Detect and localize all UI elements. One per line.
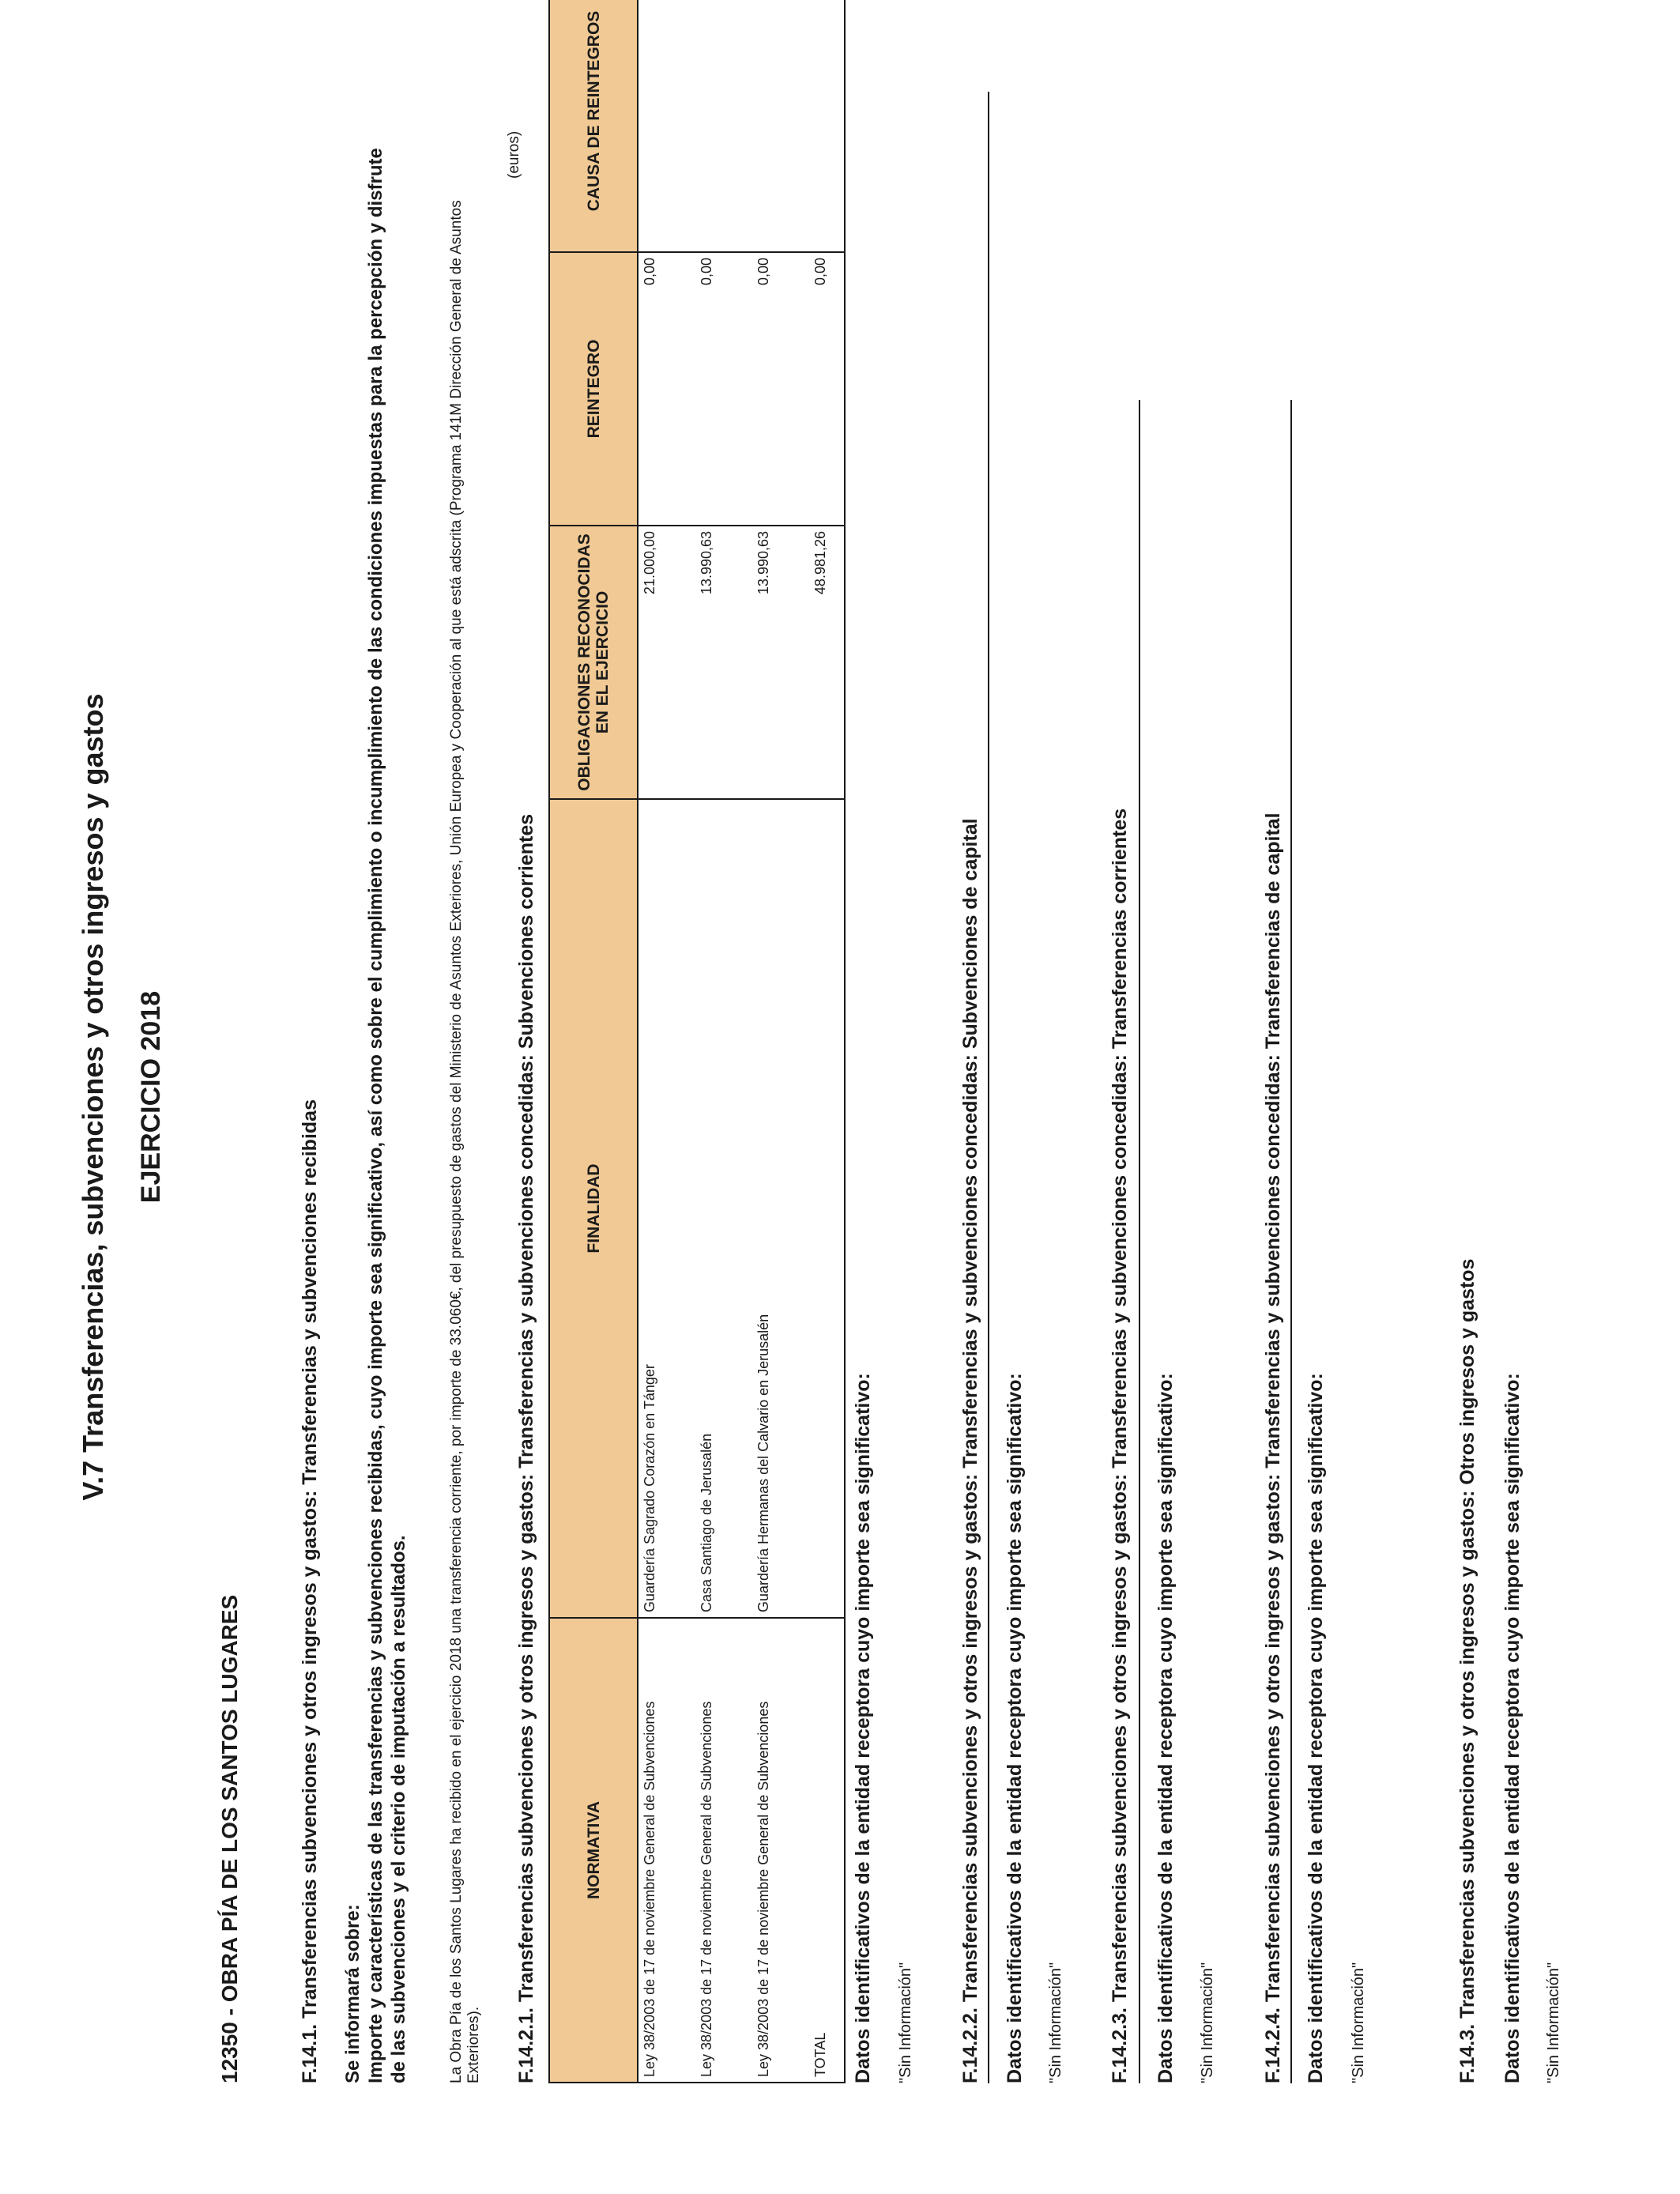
cell-normativa: Ley 38/2003 de 17 de noviembre General de Subvenciones — [638, 1618, 695, 2083]
cell-total-label: TOTAL — [809, 1618, 845, 2083]
cell-finalidad: Guardería Hermanas del Calvario en Jerusalén — [752, 799, 809, 1618]
cell-finalidad: Casa Santiago de Jerusalén — [695, 799, 752, 1618]
cell-obligaciones: 13.990,63 — [695, 526, 752, 799]
section-heading-f143: F.14.3. Transferencias subvenciones y otros ingresos y gastos: Otros ingresos y gastos — [1456, 1258, 1478, 2083]
column-header-causa: CAUSA DE REINTEGROS — [549, 0, 638, 252]
cell-normativa: Ley 38/2003 de 17 de noviembre General de Subvenciones — [695, 1618, 752, 2083]
cell-finalidad: Guardería Sagrado Corazón en Tánger — [638, 799, 695, 1618]
subsidies-table — [548, 0, 846, 2083]
unit-label: (euros) — [506, 130, 522, 179]
column-header-normativa: NORMATIVA — [549, 1618, 638, 2083]
table-row — [638, 0, 695, 2083]
datos-label-f1422: Datos identificativos de la entidad receptora cuyo importe sea significativo: — [1004, 1373, 1026, 2083]
datos-label-f1424: Datos identificativos de la entidad receptora cuyo importe sea significativo: — [1305, 1373, 1327, 2083]
sin-info-f1422: "Sin Información" — [1047, 1962, 1064, 2083]
page-title: V.7 Transferencias, subvenciones y otros ingresos y gastos — [77, 693, 109, 1501]
sin-info-f1421: "Sin Información" — [897, 1962, 914, 2083]
table-total-row — [809, 0, 845, 2083]
cell-reintegro: 0,00 — [638, 252, 695, 526]
section-heading-f1422: F.14.2.2. Transferencias subvenciones y otros ingresos y gastos: Transferencias y subvenciones concedidas: Subvenciones de capital — [959, 818, 981, 2083]
section-heading-f1411: F.14.1. Transferencias subvenciones y otros ingresos y gastos: Transferencias y subvenciones recibidas — [299, 1099, 321, 2083]
sin-info-f1424: "Sin Información" — [1350, 1962, 1367, 2083]
cell-finalidad — [809, 799, 845, 1618]
datos-label-f1421: Datos identificativos de la entidad receptora cuyo importe sea significativo: — [852, 1373, 874, 2083]
sin-info-f1423: "Sin Información" — [1199, 1962, 1216, 2083]
transfer-note: La Obra Pía de los Santos Lugares ha recibido en el ejercicio 2018 una transferencia corriente, por importe de 33.060€, del presupuesto de gastos del Ministerio de Asuntos Exteriores, Unión Europea y Cooperación al que está adscrita (Programa 141M Dirección General de Asuntos Exteriores). — [448, 200, 482, 2083]
section-heading-f1423: F.14.2.3. Transferencias subvenciones y otros ingresos y gastos: Transferencias y subvenciones concedidas: Transferencias corrientes — [1109, 808, 1131, 2083]
info-body: Importe y características de las transferencias y subvenciones recibidas, cuyo importe sea significativo, así como sobre el cumplimiento o incumplimiento de las condiciones impuestas para la percepción y disfrute de las subvenciones y el criterio de imputación a resultados. — [365, 148, 409, 2083]
cell-reintegro: 0,00 — [752, 252, 809, 526]
info-title: Se informará sobre: — [342, 1904, 363, 2083]
fiscal-year: EJERCICIO 2018 — [136, 990, 166, 1204]
cell-causa — [809, 0, 845, 252]
cell-normativa: Ley 38/2003 de 17 de noviembre General de Subvenciones — [752, 1618, 809, 2083]
section-divider — [1139, 400, 1140, 2083]
sin-info-f143: "Sin Información" — [1545, 1962, 1562, 2083]
section-divider — [988, 92, 989, 2083]
cell-total-obligaciones: 48.981,26 — [809, 526, 845, 799]
table-row — [695, 0, 752, 2083]
section-divider — [1290, 400, 1292, 2083]
cell-causa — [695, 0, 752, 252]
column-header-reintegro: REINTEGRO — [549, 252, 638, 526]
table-header-row — [549, 0, 638, 2083]
section-heading-f1424: F.14.2.4. Transferencias subvenciones y otros ingresos y gastos: Transferencias y subvenciones concedidas: Transferencias de capital — [1262, 812, 1284, 2083]
cell-causa — [752, 0, 809, 252]
cell-causa — [638, 0, 695, 252]
section-heading-f1421: F.14.2.1. Transferencias subvenciones y otros ingresos y gastos: Transferencias y subvenciones concedidas: Subvenciones corrientes — [515, 813, 537, 2083]
entity-name: 12350 - OBRA PÍA DE LOS SANTOS LUGARES — [217, 1594, 242, 2083]
datos-label-f143: Datos identificativos de la entidad receptora cuyo importe sea significativo: — [1501, 1373, 1524, 2083]
datos-label-f1423: Datos identificativos de la entidad receptora cuyo importe sea significativo: — [1155, 1373, 1177, 2083]
cell-total-reintegro: 0,00 — [809, 252, 845, 526]
cell-reintegro: 0,00 — [695, 252, 752, 526]
cell-obligaciones: 21.000,00 — [638, 526, 695, 799]
column-header-obligaciones: OBLIGACIONES RECONOCIDAS EN EL EJERCICIO — [549, 526, 638, 799]
column-header-finalidad: FINALIDAD — [549, 799, 638, 1618]
cell-obligaciones: 13.990,63 — [752, 526, 809, 799]
table-row — [752, 0, 809, 2083]
